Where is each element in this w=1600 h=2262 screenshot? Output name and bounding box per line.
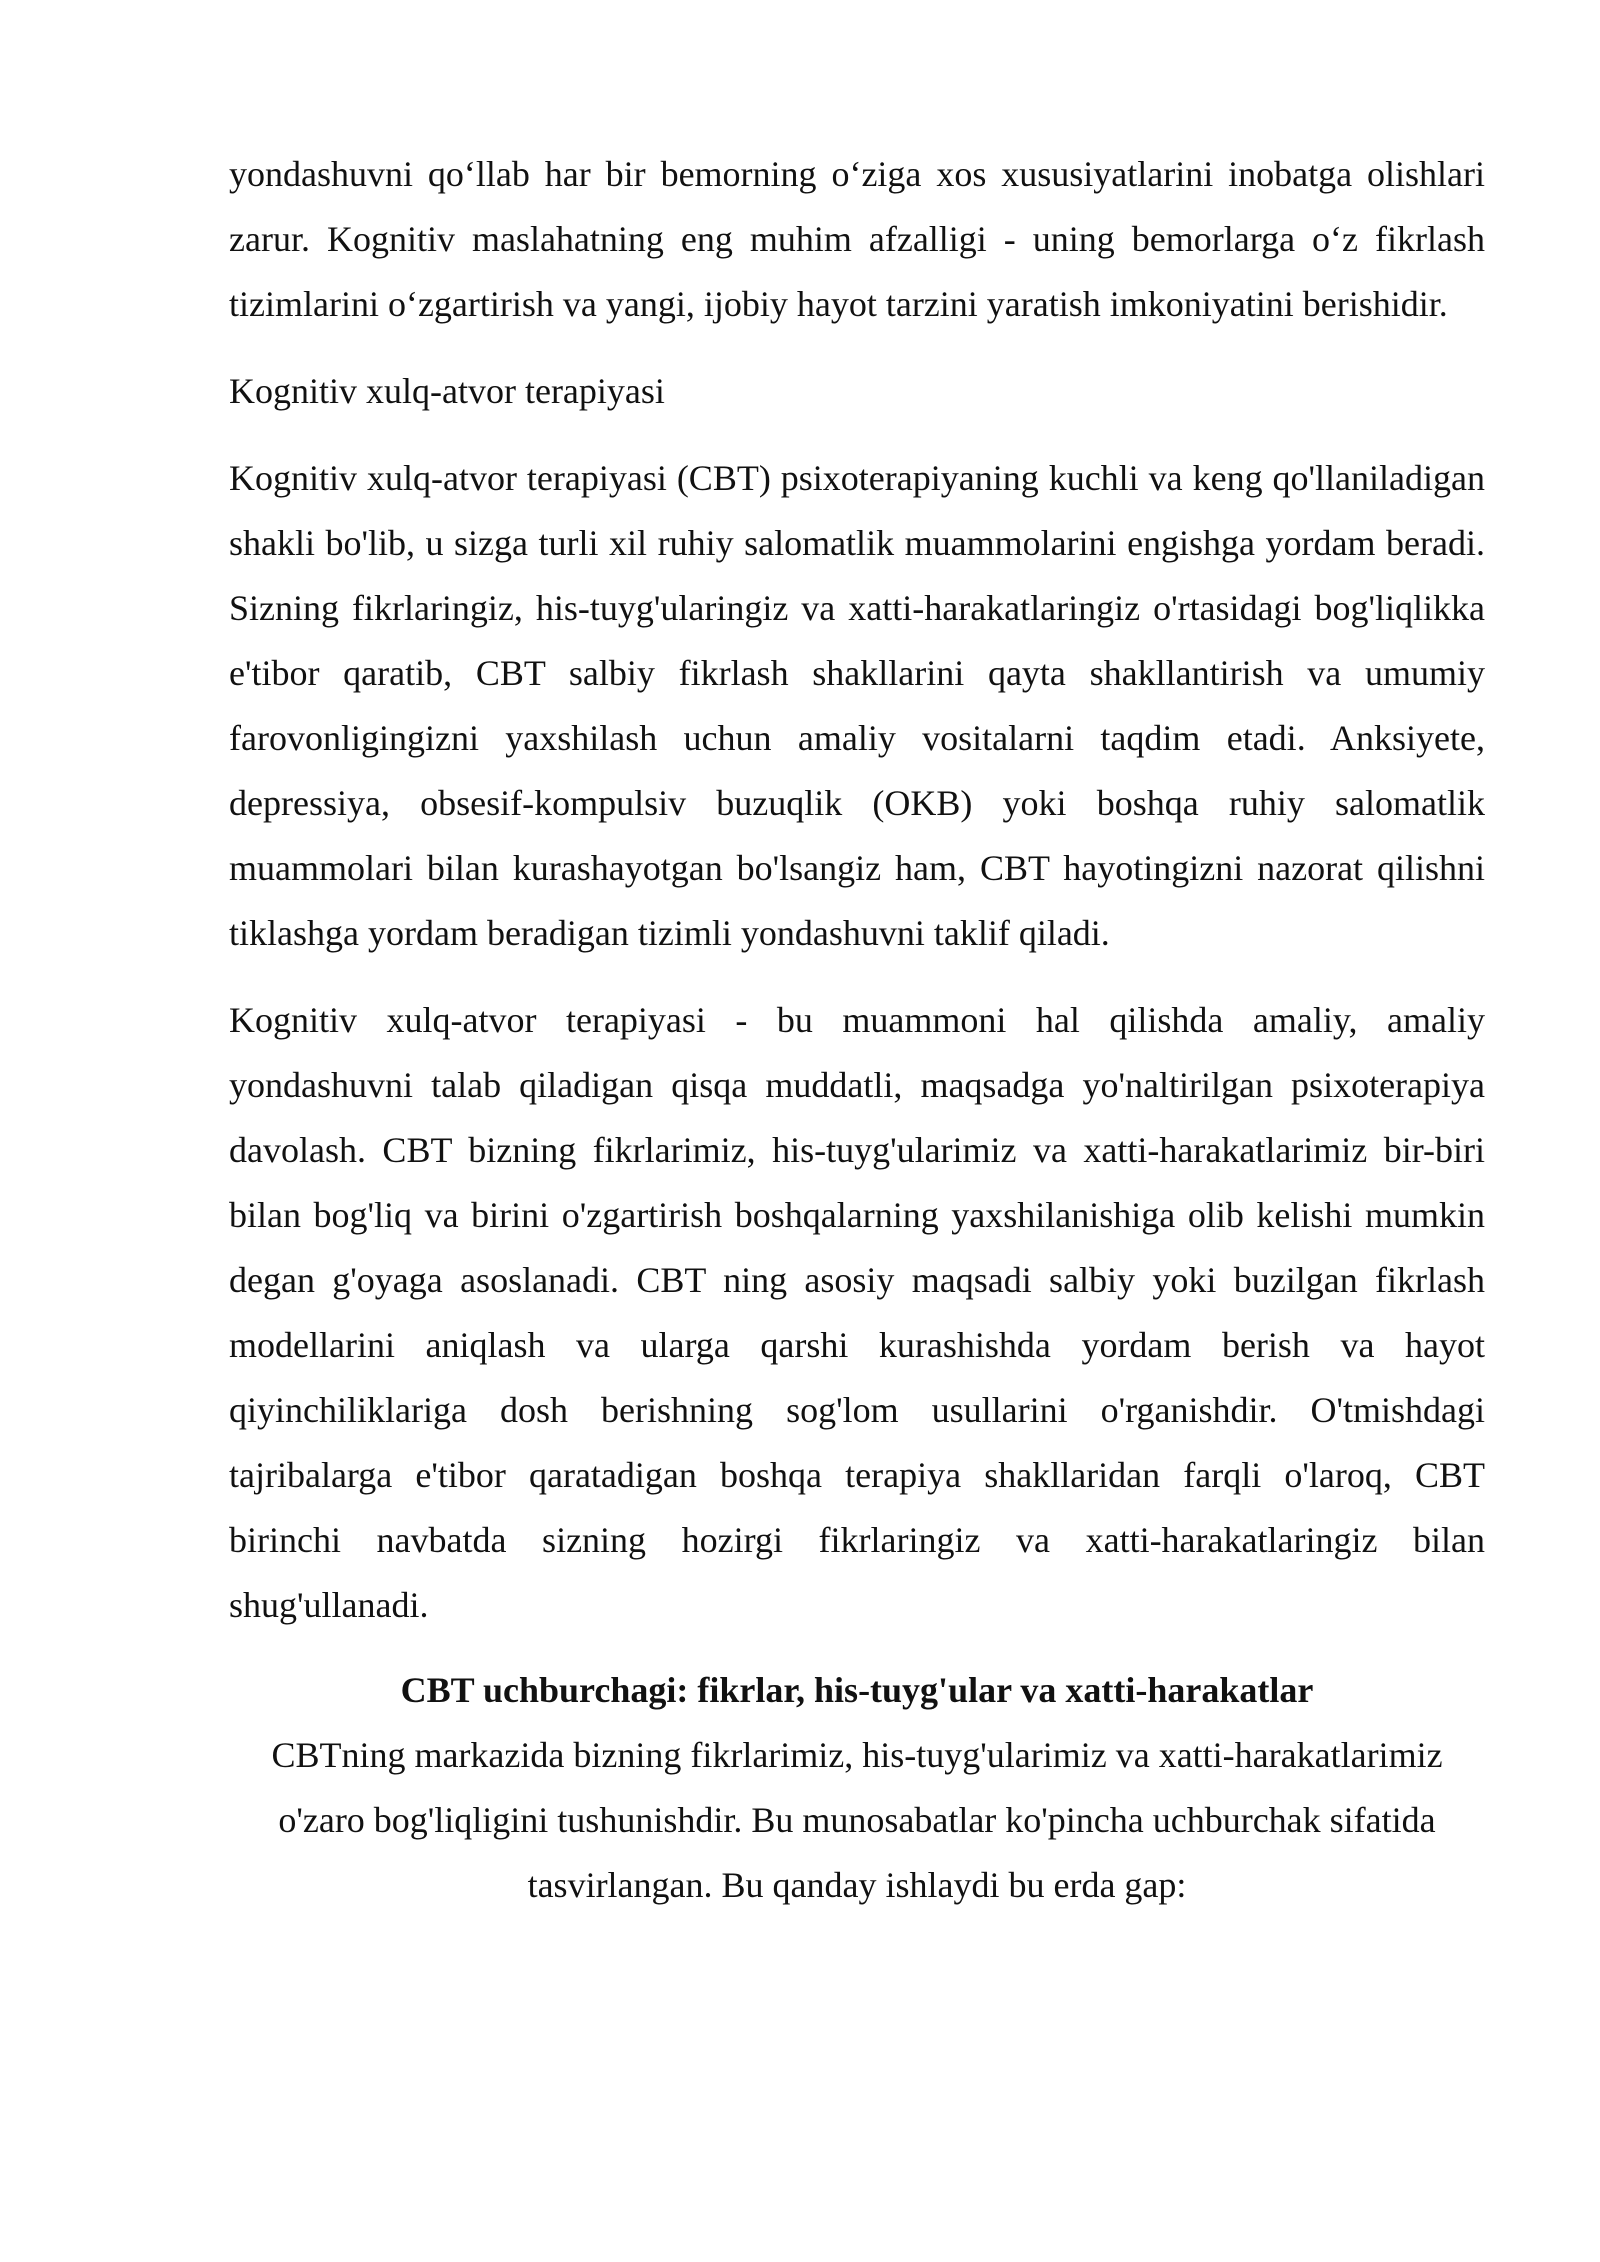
centered-line-2: o'zaro bog'liqligini tushunishdir. Bu munosabatlar ko'pincha uchburchak sifatida [278, 1800, 1436, 1840]
document-page [229, 142, 1485, 1918]
paragraph-cbt-definition: Kognitiv xulq-atvor terapiyasi - bu muammoni hal qilishda amaliy, amaliy yondashuvni talab qiladigan qisqa muddatli, maqsadga yo'naltirilgan psixoterapiya davolash. CBT bizning fikrlarimiz, his-tuyg'ularimiz va xatti-harakatlarimiz bir-biri bilan bog'liq va birini o'zgartirish boshqalarning yaxshilanishiga olib kelishi mumkin degan g'oyaga asoslanadi. CBT ning asosiy maqsadi salbiy yoki buzilgan fikrlash modellarini aniqlash va ularga qarshi kurashishda yordam berish va hayot qiyinchiliklariga dosh berishning sog'lom usullarini o'rganishdir. O'tmishdagi tajribalarga e'tibor qaratadigan boshqa terapiya shakllaridan farqli o'laroq, CBT birinchi navbatda sizning hozirgi fikrlaringiz va xatti-harakatlaringiz bilan shug'ullanadi. [229, 1000, 1485, 1625]
centered-line-1: CBTning markazida bizning fikrlarimiz, his-tuyg'ularimiz va xatti-harakatlarimiz [271, 1735, 1443, 1775]
section-title-cbt-triangle: CBT uchburchagi: fikrlar, his-tuyg'ular va xatti-harakatlar [400, 1670, 1314, 1710]
section-heading-cbt: Kognitiv xulq-atvor terapiyasi [229, 371, 665, 411]
paragraph-cbt-overview: Kognitiv xulq-atvor terapiyasi (CBT) psixoterapiyaning kuchli va keng qo'llaniladigan shakli bo'lib, u sizga turli xil ruhiy salomatlik muammolarini engishga yordam beradi. Sizning fikrlaringiz, his-tuyg'ularingiz va xatti-harakatlaringiz o'rtasidagi bog'liqlikka e'tibor qaratib, CBT salbiy fikrlash shakllarini qayta shakllantirish va umumiy farovonligingizni yaxshilash uchun amaliy vositalarni taqdim etadi. Anksiyete, depressiya, obsesif-kompulsiv buzuqlik (OKB) yoki boshqa ruhiy salomatlik muammolari bilan kurashayotgan bo'lsangiz ham, CBT hayotingizni nazorat qilishni tiklashga yordam beradigan tizimli yondashuvni taklif qiladi. [229, 458, 1485, 953]
paragraph-intro-continuation: yondashuvni qo‘llab har bir bemorning o‘ziga xos xususiyatlarini inobatga olishlari zarur. Kognitiv maslahatning eng muhim afzalligi - uning bemorlarga o‘z fikrlash tizimlarini o‘zgartirish va yangi, ijobiy hayot tarzini yaratish imkoniyatini berishidir. [229, 154, 1485, 324]
centered-line-3: tasvirlangan. Bu qanday ishlaydi bu erda gap: [527, 1865, 1187, 1905]
